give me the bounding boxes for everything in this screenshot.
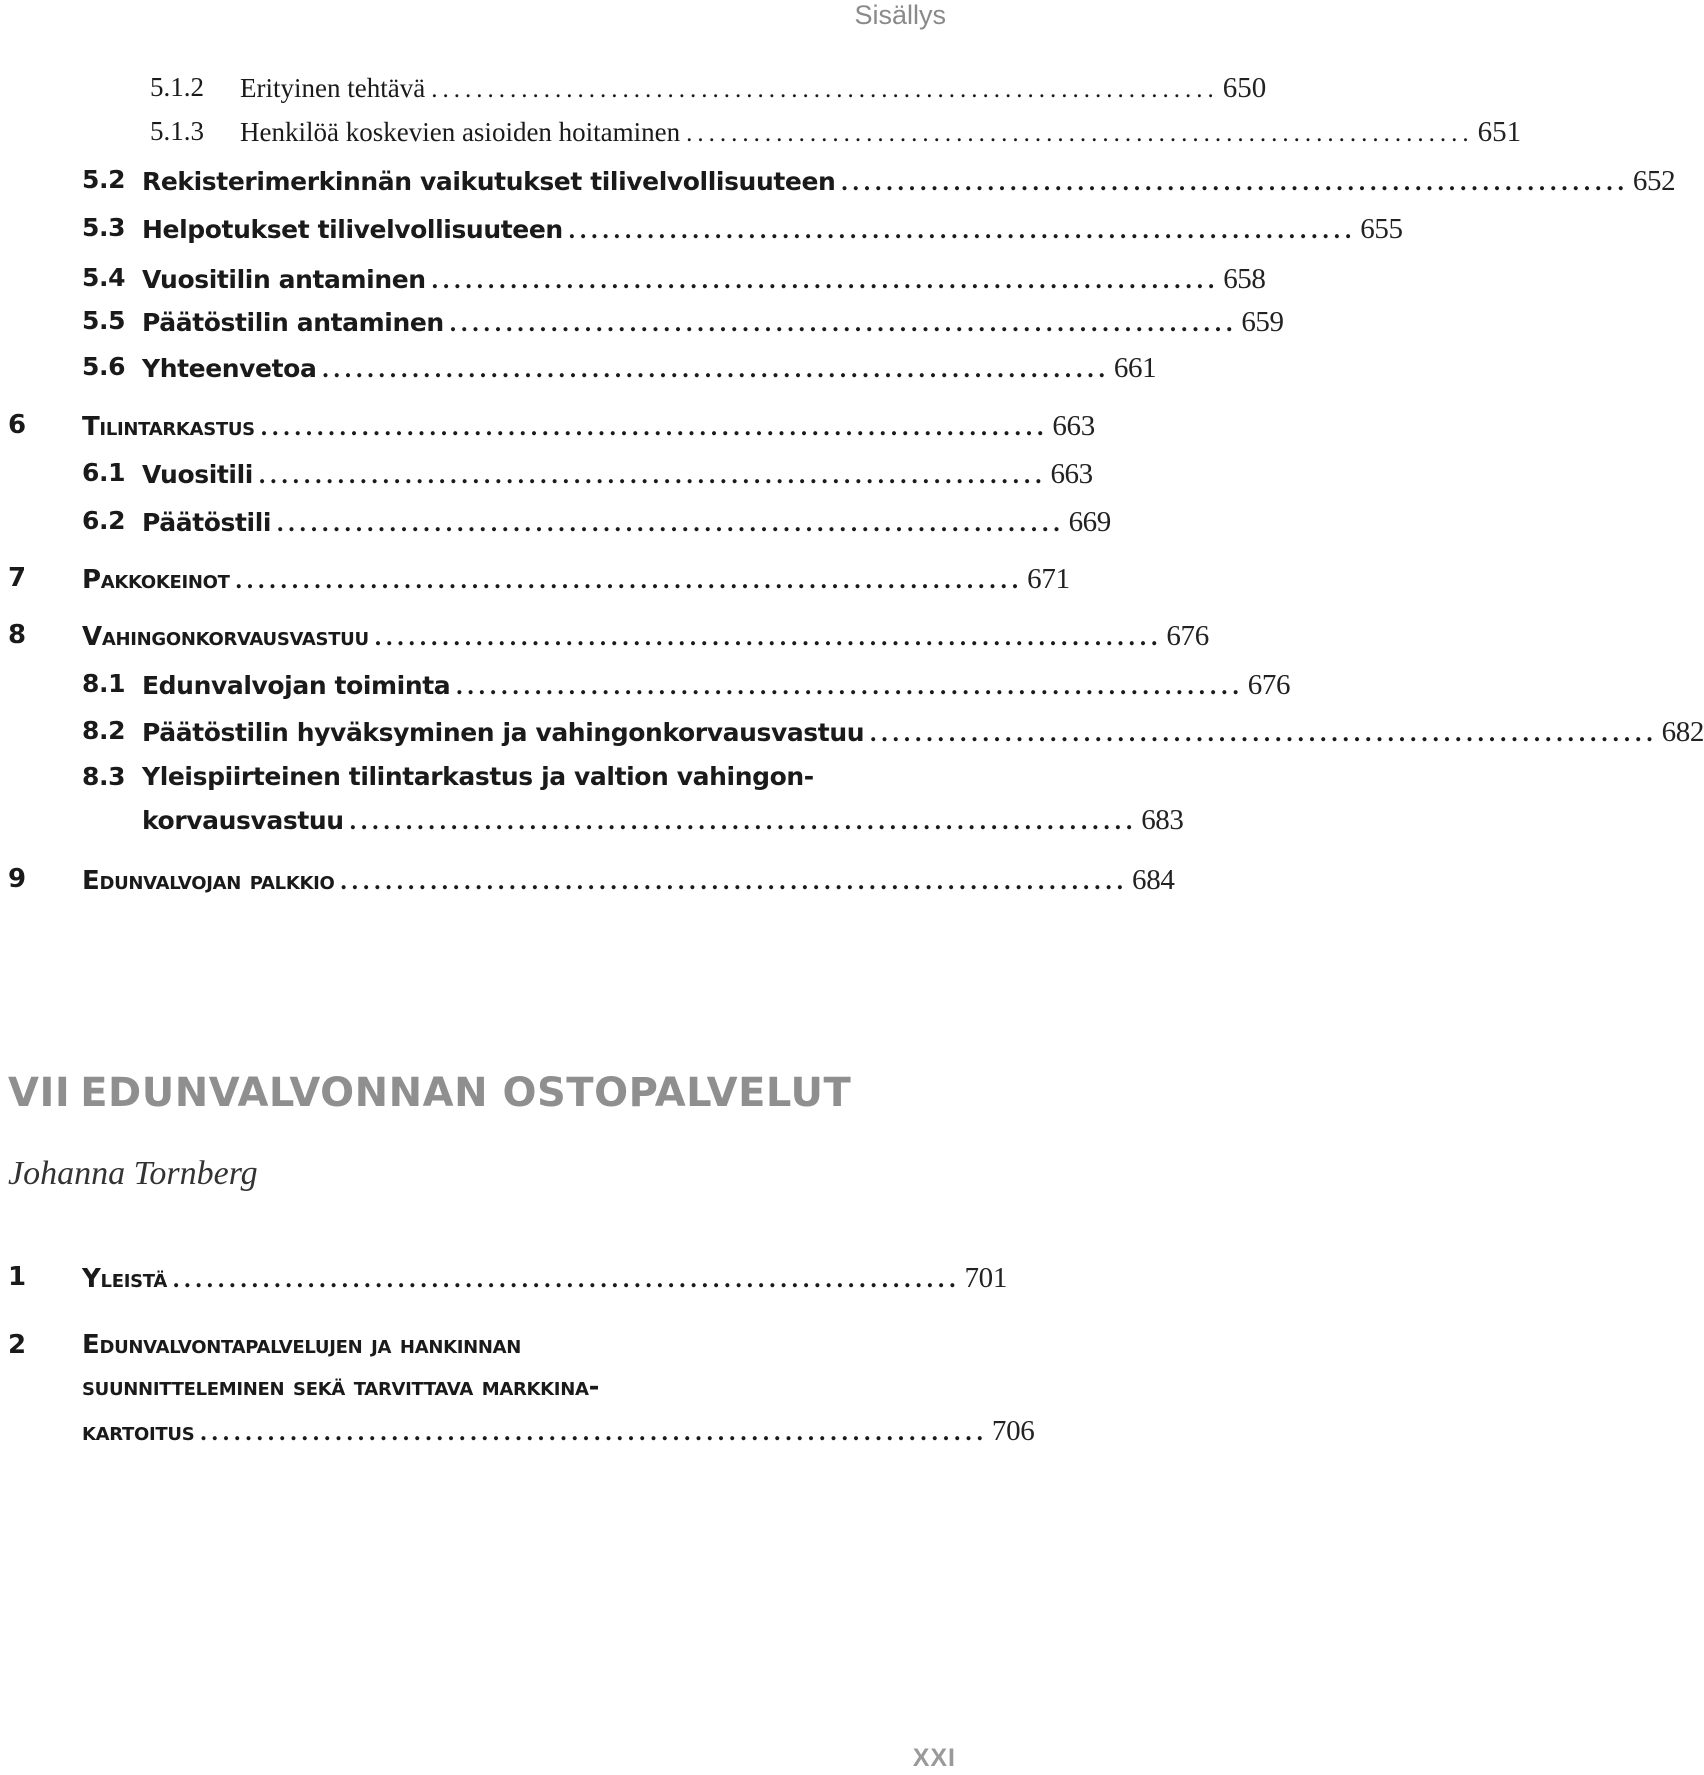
dot-leader: ......................................................................	[449, 310, 1238, 337]
entry-title: Erityinen tehtävä	[240, 73, 426, 103]
entry-number: 6.2	[82, 506, 126, 535]
chapter-title: Yleistä	[82, 1264, 167, 1294]
entry-number: 5.1.2	[150, 72, 204, 102]
toc-entry[interactable]	[0, 352, 1157, 392]
entry-page: 676	[1166, 620, 1209, 652]
entry-number: 5.4	[82, 263, 126, 292]
toc-entry[interactable]	[0, 506, 1111, 546]
dot-leader: ......................................................................	[277, 510, 1065, 537]
toc-entry[interactable]	[0, 116, 1522, 156]
toc-entry[interactable]	[0, 263, 1266, 303]
toc-chapter[interactable]	[0, 563, 1070, 603]
toc-entry[interactable]	[0, 72, 1267, 112]
dot-leader: ......................................................................	[870, 720, 1658, 747]
entry-title-line: Yleispiirteinen tilintarkastus ja valtion vahingon-	[142, 762, 814, 791]
entry-title: Päätöstili	[142, 508, 272, 537]
chapter-title-line: Edunvalvontapalvelujen ja hankinnan	[82, 1330, 522, 1360]
running-head: Sisällys	[854, 0, 946, 30]
entry-title: Päätöstilin antaminen	[142, 308, 444, 337]
toc-entry[interactable]	[0, 669, 1291, 709]
entry-page: 651	[1477, 116, 1522, 148]
part-number: VII	[8, 1070, 71, 1116]
chapter-number: 7	[8, 563, 26, 593]
part-title: EDUNVALVONNAN OSTOPALVELUT	[80, 1070, 852, 1116]
toc-chapter[interactable]	[0, 1330, 1035, 1460]
entry-title: Yhteenvetoa	[142, 354, 317, 383]
chapter-title: Edunvalvojan palkkio	[82, 866, 335, 896]
dot-leader: ......................................................................	[456, 673, 1244, 700]
entry-title: korvausvastuu	[142, 806, 344, 835]
dot-leader: ......................................................................	[235, 567, 1024, 594]
dot-leader: ......................................................................	[340, 868, 1129, 895]
entry-page: 669	[1068, 506, 1111, 538]
chapter-number: 9	[8, 864, 26, 894]
part-author: Johanna Tornberg	[8, 1155, 258, 1192]
entry-page: 706	[991, 1415, 1035, 1447]
dot-leader: ......................................................................	[258, 462, 1047, 489]
entry-title: Vuositilin antaminen	[142, 265, 426, 294]
toc-entry[interactable]	[0, 716, 1704, 756]
entry-page: 671	[1027, 563, 1070, 595]
entry-page: 655	[1360, 213, 1403, 245]
entry-page: 682	[1661, 716, 1704, 748]
entry-number: 8.1	[82, 669, 126, 698]
dot-leader: ......................................................................	[349, 808, 1138, 835]
toc-chapter[interactable]	[0, 864, 1175, 904]
entry-title: Edunvalvojan toiminta	[142, 671, 451, 700]
toc-entry[interactable]	[0, 165, 1676, 205]
toc-chapter[interactable]	[0, 620, 1209, 660]
toc-chapter[interactable]	[0, 1262, 1008, 1302]
toc-entry[interactable]	[0, 762, 1184, 842]
toc-entry[interactable]	[0, 458, 1093, 498]
dot-leader: ......................................................................	[686, 120, 1474, 147]
chapter-title-line: suunnitteleminen sekä tarvittava markkina-	[82, 1372, 600, 1402]
part-heading	[8, 1070, 851, 1116]
chapter-number: 2	[8, 1330, 26, 1360]
entry-page: 661	[1113, 352, 1157, 384]
toc-entry[interactable]	[0, 306, 1284, 346]
dot-leader: ......................................................................	[431, 76, 1219, 103]
entry-page: 663	[1050, 458, 1093, 490]
entry-page: 658	[1223, 263, 1266, 295]
entry-title: Helpotukset tilivelvollisuuteen	[142, 215, 563, 244]
toc-entry[interactable]	[0, 213, 1403, 253]
dot-leader: ......................................................................	[200, 1419, 988, 1446]
entry-number: 5.5	[82, 306, 126, 335]
entry-title: Vuositili	[142, 460, 253, 489]
entry-number: 8.3	[82, 762, 126, 791]
entry-page: 683	[1141, 804, 1184, 836]
entry-title: Henkilöä koskevien asioiden hoitaminen	[240, 117, 681, 147]
entry-number: 5.6	[82, 352, 126, 381]
dot-leader: ......................................................................	[841, 169, 1629, 196]
entry-number: 5.3	[82, 213, 126, 242]
dot-leader: ......................................................................	[374, 624, 1163, 651]
entry-page: 701	[964, 1262, 1008, 1294]
entry-page: 676	[1247, 669, 1291, 701]
dot-leader: ......................................................................	[568, 217, 1357, 244]
dot-leader: ......................................................................	[172, 1266, 961, 1293]
chapter-number: 6	[8, 410, 26, 440]
entry-page: 684	[1132, 864, 1175, 896]
entry-title: Päätöstilin hyväksyminen ja vahingonkorvausvastuu	[142, 718, 865, 747]
chapter-title: kartoitus	[82, 1417, 195, 1447]
entry-title: Rekisterimerkinnän vaikutukset tilivelvollisuuteen	[142, 167, 836, 196]
page-folio: XXI	[912, 1744, 956, 1772]
entry-number: 8.2	[82, 716, 126, 745]
entry-number: 5.1.3	[150, 116, 204, 146]
toc-chapter[interactable]	[0, 410, 1095, 450]
chapter-number: 8	[8, 620, 26, 650]
chapter-title: Vahingonkorvausvastuu	[82, 622, 369, 652]
entry-page: 650	[1222, 72, 1267, 104]
dot-leader: ......................................................................	[260, 414, 1049, 441]
dot-leader: ......................................................................	[431, 267, 1220, 294]
entry-number: 5.2	[82, 165, 126, 194]
entry-page: 663	[1052, 410, 1095, 442]
entry-page: 659	[1241, 306, 1284, 338]
entry-number: 6.1	[82, 458, 126, 487]
dot-leader: ......................................................................	[322, 356, 1110, 383]
chapter-number: 1	[8, 1262, 26, 1292]
chapter-title: Tilintarkastus	[82, 412, 255, 442]
chapter-title: Pakkokeinot	[82, 565, 230, 595]
entry-page: 652	[1632, 165, 1676, 197]
